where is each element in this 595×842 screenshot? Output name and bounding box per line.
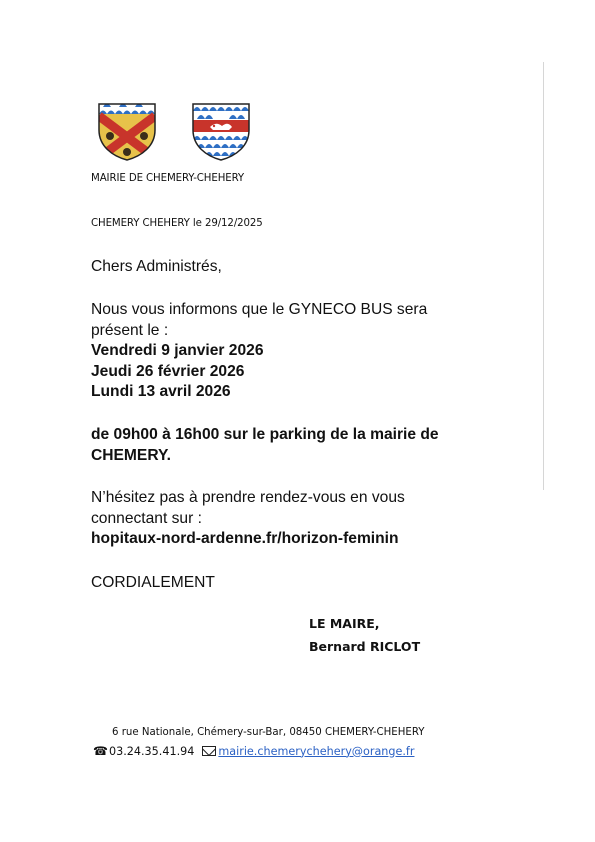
visit-date: Jeudi 26 février 2026 (91, 362, 245, 380)
signature-name: Bernard RICLOT (309, 639, 421, 654)
letter-date: CHEMERY CHEHERY le 29/12/2025 (91, 218, 263, 229)
signature-title: LE MAIRE, (309, 616, 380, 631)
coat-of-arms-chemery-icon (96, 100, 158, 162)
visit-date: Vendredi 9 janvier 2026 (91, 342, 264, 359)
appointment-paragraph (91, 488, 405, 550)
intro-line: présent le : (91, 321, 169, 339)
organisation-name: MAIRIE DE CHEMERY-CHEHERY (91, 173, 245, 184)
email-link[interactable]: mairie.chemerychehery@orange.fr (218, 744, 415, 758)
scan-edge-line (543, 62, 544, 490)
envelope-icon (202, 746, 216, 756)
telephone-icon: ☎ (93, 744, 108, 758)
intro-line: Nous vous informons que le GYNECO BUS sera (91, 301, 428, 318)
closing: CORDIALEMENT (91, 574, 215, 591)
appointment-line: connectant sur : (91, 509, 202, 527)
salutation: Chers Administrés, (91, 258, 222, 275)
hours-location (91, 425, 439, 466)
visit-date: Lundi 13 avril 2026 (91, 383, 231, 400)
phone-number: 03.24.35.41.94 (108, 744, 195, 758)
footer-contact (93, 744, 414, 758)
hours-line: de 09h00 à 16h00 sur le parking de la mairie de (91, 426, 439, 443)
footer-address: 6 rue Nationale, Chémery-sur-Bar, 08450 CHEMERY-CHEHERY (112, 727, 425, 738)
intro-paragraph (91, 300, 427, 341)
signature-block (309, 612, 420, 658)
coat-of-arms-chehery-icon (190, 100, 252, 162)
visit-dates (91, 341, 264, 403)
website-address[interactable]: hopitaux-nord-ardenne.fr/horizon-feminin (91, 530, 399, 547)
appointment-line: N’hésitez pas à prendre rendez-vous en vous (91, 489, 405, 506)
hours-line: CHEMERY. (91, 446, 172, 464)
